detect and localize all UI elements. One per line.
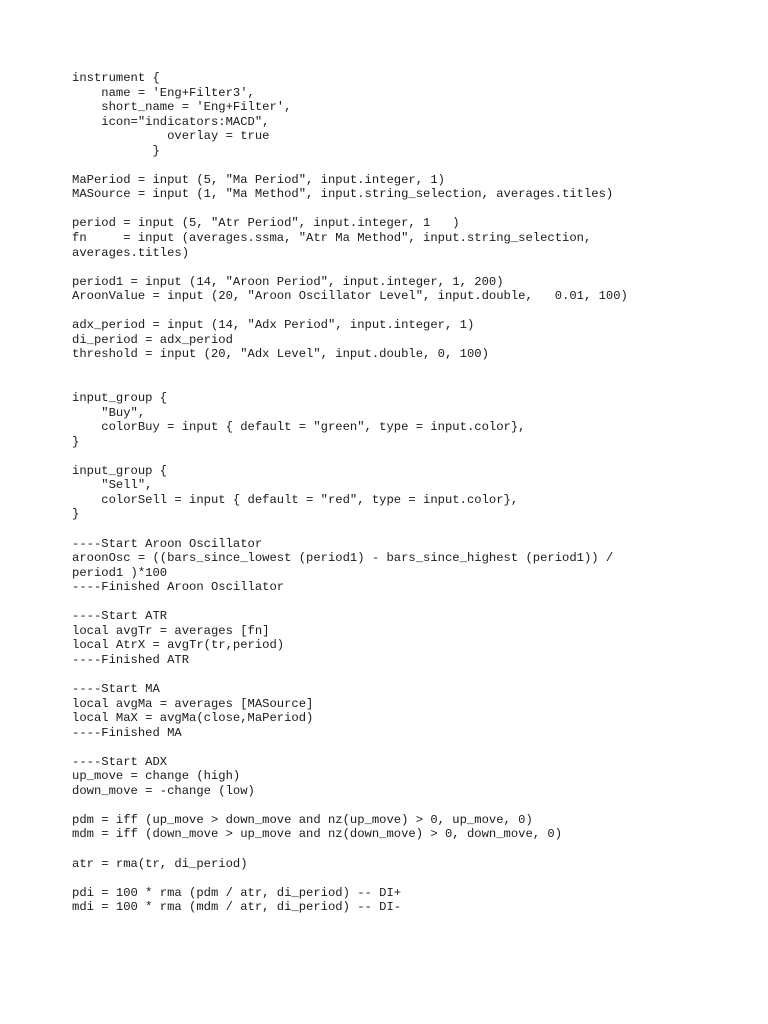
code-line: fn = input (averages.ssma, "Atr Ma Method", input.string_selection, (72, 231, 592, 246)
code-line (72, 449, 752, 464)
code-line: averages.titles) (72, 245, 190, 260)
code-line (72, 158, 752, 173)
code-line: "Sell", (72, 478, 153, 493)
code-line: instrument { (72, 71, 160, 85)
code-line: input_group { (72, 463, 168, 478)
code-line: overlay = true (72, 129, 270, 144)
code-line: period = input (5, "Atr Period", input.integer, 1 ) (72, 216, 460, 231)
code-listing (72, 71, 752, 915)
code-line: icon="indicators:MACD", (72, 114, 270, 129)
code-line: "Buy", (72, 405, 146, 420)
code-line: local AtrX = avgTr(tr,period) (72, 638, 285, 653)
code-line (72, 522, 752, 537)
code-line: colorSell = input { default = "red", type = input.color}, (72, 492, 519, 507)
code-line: aroonOsc = ((bars_since_lowest (period1) - bars_since_highest (period1)) / (72, 551, 614, 566)
code-line: threshold = input (20, "Adx Level", input.double, 0, 100) (72, 347, 489, 362)
code-line: local avgMa = averages [MASource] (72, 696, 314, 711)
code-line: colorBuy = input { default = "green", type = input.color}, (72, 420, 526, 435)
code-line: adx_period = input (14, "Adx Period", input.integer, 1) (72, 318, 475, 333)
code-line (72, 260, 752, 275)
code-line: local avgTr = averages [fn] (72, 623, 270, 638)
code-line: atr = rma(tr, di_period) (72, 856, 248, 871)
code-line: ----Start MA (72, 681, 160, 696)
code-line: period1 = input (14, "Aroon Period", input.integer, 1, 200) (72, 274, 504, 289)
code-line: MaPeriod = input (5, "Ma Period", input.integer, 1) (72, 172, 445, 187)
code-line: period1 )*100 (72, 565, 168, 580)
code-line: up_move = change (high) (72, 769, 241, 784)
code-line: mdm = iff (down_move > up_move and nz(down_move) > 0, down_move, 0) (72, 827, 563, 842)
code-line: ----Finished MA (72, 725, 182, 740)
code-line: down_move = -change (low) (72, 783, 255, 798)
code-line: ----Start ATR (72, 609, 168, 624)
code-line: } (72, 143, 160, 158)
code-line (72, 842, 752, 857)
code-line (72, 740, 752, 755)
code-line: input_group { (72, 391, 168, 406)
code-line (72, 798, 752, 813)
code-line: pdi = 100 * rma (pdm / atr, di_period) -- DI+ (72, 885, 402, 900)
code-line: mdi = 100 * rma (mdm / atr, di_period) -- DI- (72, 900, 402, 915)
code-line: di_period = adx_period (72, 332, 233, 347)
code-line (72, 595, 752, 610)
code-line: name = 'Eng+Filter3', (72, 85, 255, 100)
code-line: short_name = 'Eng+Filter', (72, 100, 292, 115)
code-line: } (72, 434, 80, 449)
code-line (72, 667, 752, 682)
code-line: AroonValue = input (20, "Aroon Oscillator Level", input.double, 0.01, 100) (72, 289, 628, 304)
code-line (72, 304, 752, 319)
code-line: ----Start ADX (72, 754, 168, 769)
code-line (72, 202, 752, 217)
code-line: local MaX = avgMa(close,MaPeriod) (72, 711, 314, 726)
code-line: ----Finished Aroon Oscillator (72, 580, 285, 595)
code-line: MASource = input (1, "Ma Method", input.string_selection, averages.titles) (72, 187, 614, 202)
code-line (72, 376, 752, 391)
code-line: pdm = iff (up_move > down_move and nz(up_move) > 0, up_move, 0) (72, 812, 533, 827)
code-line: ----Finished ATR (72, 652, 190, 667)
code-line: } (72, 507, 80, 522)
code-line: ----Start Aroon Oscillator (72, 536, 263, 551)
code-line (72, 871, 752, 886)
code-line (72, 362, 752, 377)
